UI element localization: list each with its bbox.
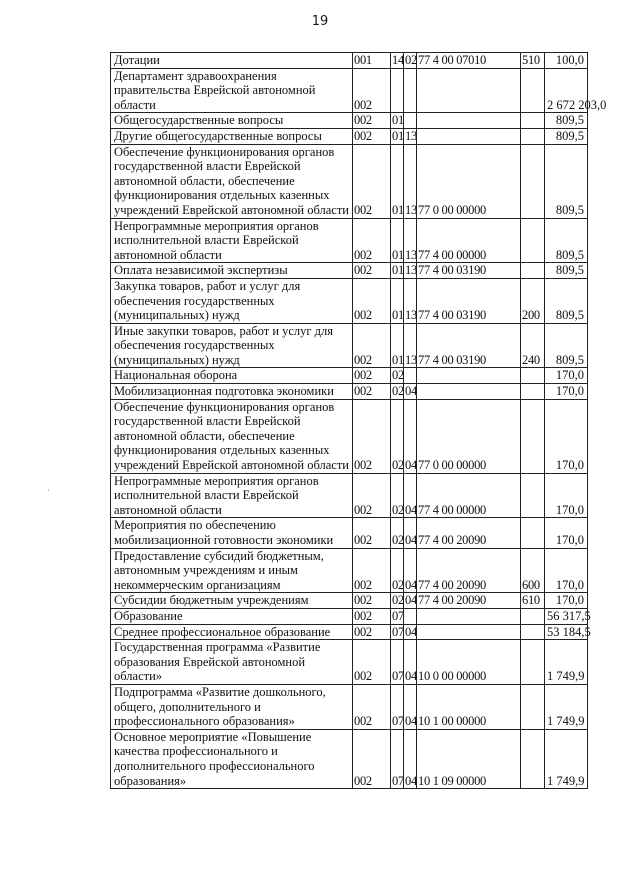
row-code-section: 02 xyxy=(392,593,404,608)
row-name: Обеспечение функционирования органов государственной власти Еврейской автономной области, обеспечение функционирования отдельных казенных учреждений Еврейской автономной области xyxy=(111,399,353,473)
row-amount: 170,0 xyxy=(545,518,588,548)
row-expense-type xyxy=(521,113,545,129)
row-code-main: 002 xyxy=(353,368,391,384)
row-expense-type xyxy=(521,684,545,729)
table-row xyxy=(111,684,588,729)
row-code-main: 002 xyxy=(353,548,391,593)
row-code-section: 01 xyxy=(391,218,404,263)
row-code-subsection: 13 xyxy=(405,263,417,278)
row-amount: 170,0 xyxy=(545,399,588,473)
row-amount: 809,5 xyxy=(545,323,588,368)
row-target-code: 77 4 00 03190 xyxy=(417,278,521,323)
row-code-subsection: 04 xyxy=(405,624,417,639)
row-amount: 809,5 xyxy=(545,263,588,279)
table-row xyxy=(111,729,588,788)
row-amount: 809,5 xyxy=(545,128,588,144)
row-name: Национальная оборона xyxy=(111,368,353,384)
row-code-main: 002 xyxy=(353,384,391,400)
row-expense-type: 610 xyxy=(521,593,545,609)
row-expense-type xyxy=(521,144,545,218)
table-row xyxy=(111,263,588,279)
row-code-section: 07 xyxy=(392,624,404,639)
row-code-subsection: 02 xyxy=(405,53,417,67)
row-name: Дотации xyxy=(111,53,353,69)
row-code-main: 002 xyxy=(353,68,391,113)
row-code-main: 002 xyxy=(353,593,391,609)
row-target-code xyxy=(417,608,521,624)
row-target-code: 77 4 00 20090 xyxy=(417,548,521,593)
row-expense-type xyxy=(521,384,545,400)
row-name: Обеспечение функционирования органов государственной власти Еврейской автономной области, обеспечение функционирования отдельных казенных учреждений Еврейской автономной области xyxy=(111,144,353,218)
row-target-code xyxy=(417,113,521,129)
row-code-subsection xyxy=(404,113,417,129)
row-code-subsection: 13 xyxy=(404,218,417,263)
row-target-code: 77 4 00 07010 xyxy=(417,53,521,69)
row-code-subsection: 13 xyxy=(404,144,417,218)
row-name: Общегосударственные вопросы xyxy=(111,113,353,129)
row-code-subsection: 13 xyxy=(404,323,417,368)
row-code-subsection xyxy=(404,68,417,113)
row-expense-type xyxy=(521,473,545,518)
row-amount: 170,0 xyxy=(545,368,588,384)
row-target-code xyxy=(417,624,521,640)
row-name: Непрограммные мероприятия органов исполнительной власти Еврейской автономной области xyxy=(111,218,353,263)
row-code-subsection: 04 xyxy=(404,684,417,729)
row-expense-type xyxy=(521,624,545,640)
row-expense-type xyxy=(521,218,545,263)
row-expense-type xyxy=(521,368,545,384)
table-row xyxy=(111,53,588,69)
row-target-code xyxy=(417,68,521,113)
row-amount: 809,5 xyxy=(545,113,588,129)
row-expense-type xyxy=(521,68,545,113)
row-code-subsection: 13 xyxy=(405,128,417,143)
row-code-main: 002 xyxy=(353,278,391,323)
row-code-section: 02 xyxy=(392,384,404,399)
table-row xyxy=(111,278,588,323)
row-expense-type xyxy=(521,608,545,624)
row-name: Субсидии бюджетным учреждениям xyxy=(111,593,353,609)
row-code-main: 002 xyxy=(353,128,391,144)
row-name: Непрограммные мероприятия органов исполнительной власти Еврейской автономной области xyxy=(111,473,353,518)
row-code-section: 14 xyxy=(392,53,404,67)
table-row xyxy=(111,368,588,384)
row-code-subsection: 04 xyxy=(404,473,417,518)
row-name: Образование xyxy=(111,608,353,624)
row-code-section: 02 xyxy=(391,473,404,518)
row-code-section: 02 xyxy=(391,548,404,593)
row-code-subsection: 13 xyxy=(404,278,417,323)
row-target-code: 77 4 00 03190 xyxy=(417,323,521,368)
row-code-subsection xyxy=(404,608,417,624)
row-code-section: 07 xyxy=(391,640,404,685)
row-target-code: 77 0 00 00000 xyxy=(417,144,521,218)
row-name: Основное мероприятие «Повышение качества профессионального и дополнительного профессионального образования» xyxy=(111,729,353,788)
row-name: Закупка товаров, работ и услуг для обеспечения государственных (муниципальных) нужд xyxy=(111,278,353,323)
row-expense-type xyxy=(521,399,545,473)
row-amount: 56 317,5 xyxy=(545,608,588,624)
row-code-main: 002 xyxy=(353,640,391,685)
table-row xyxy=(111,113,588,129)
row-code-section xyxy=(391,68,404,113)
row-target-code: 77 0 00 00000 xyxy=(417,399,521,473)
row-code-subsection: 04 xyxy=(405,593,417,608)
row-name: Государственная программа «Развитие образования Еврейской автономной области» xyxy=(111,640,353,685)
row-code-main: 002 xyxy=(353,323,391,368)
table-row xyxy=(111,608,588,624)
table-row xyxy=(111,128,588,144)
row-amount: 170,0 xyxy=(545,384,588,400)
row-code-main: 002 xyxy=(353,473,391,518)
row-code-section: 01 xyxy=(391,278,404,323)
row-code-main: 002 xyxy=(353,624,391,640)
row-amount: 53 184,5 xyxy=(545,624,588,640)
row-expense-type xyxy=(521,640,545,685)
row-target-code: 77 4 00 00000 xyxy=(417,473,521,518)
table-row xyxy=(111,473,588,518)
page-number: 19 xyxy=(311,14,329,29)
row-name: Оплата независимой экспертизы xyxy=(111,263,353,279)
row-target-code xyxy=(417,368,521,384)
row-expense-type: 200 xyxy=(521,278,545,323)
row-amount: 809,5 xyxy=(545,144,588,218)
row-code-section: 02 xyxy=(391,399,404,473)
row-expense-type: 600 xyxy=(521,548,545,593)
table-row xyxy=(111,548,588,593)
row-code-section: 07 xyxy=(392,608,404,623)
row-target-code: 77 4 00 00000 xyxy=(417,218,521,263)
row-amount: 100,0 xyxy=(545,53,588,69)
row-amount: 1 749,9 xyxy=(545,640,588,685)
row-name: Подпрограмма «Развитие дошкольного, общего, дополнительного и профессионального образования» xyxy=(111,684,353,729)
row-amount: 170,0 xyxy=(545,548,588,593)
table-row xyxy=(111,144,588,218)
row-code-main: 002 xyxy=(353,684,391,729)
table-row xyxy=(111,624,588,640)
row-code-section: 02 xyxy=(392,368,404,383)
row-code-subsection xyxy=(404,368,417,384)
row-code-main: 002 xyxy=(353,399,391,473)
row-code-main: 002 xyxy=(353,518,391,548)
row-code-section: 01 xyxy=(392,113,404,128)
row-target-code xyxy=(417,128,521,144)
row-code-section: 01 xyxy=(391,323,404,368)
row-expense-type xyxy=(521,263,545,279)
table-row xyxy=(111,399,588,473)
row-name: Среднее профессиональное образование xyxy=(111,624,353,640)
row-target-code: 10 1 09 00000 xyxy=(417,729,521,788)
row-code-main: 002 xyxy=(353,113,391,129)
row-code-subsection: 04 xyxy=(404,518,417,548)
row-expense-type: 240 xyxy=(521,323,545,368)
row-code-section: 07 xyxy=(391,684,404,729)
row-expense-type xyxy=(521,729,545,788)
row-code-main: 002 xyxy=(353,144,391,218)
row-code-main: 002 xyxy=(353,263,391,279)
row-target-code: 77 4 00 20090 xyxy=(417,593,521,609)
row-amount: 809,5 xyxy=(545,278,588,323)
scan-mark: · xyxy=(47,486,50,496)
row-target-code: 10 1 00 00000 xyxy=(417,684,521,729)
row-expense-type: 510 xyxy=(521,53,545,69)
row-code-subsection: 04 xyxy=(404,640,417,685)
row-target-code xyxy=(417,384,521,400)
row-name: Мобилизационная подготовка экономики xyxy=(111,384,353,400)
row-name: Предоставление субсидий бюджетным, автономным учреждениям и иным некоммерческим организациям xyxy=(111,548,353,593)
row-code-main: 001 xyxy=(353,53,391,69)
table-row xyxy=(111,68,588,113)
row-code-main: 002 xyxy=(353,729,391,788)
row-amount: 1 749,9 xyxy=(545,729,588,788)
row-code-section: 01 xyxy=(392,128,404,143)
row-amount: 170,0 xyxy=(545,593,588,609)
row-expense-type xyxy=(521,128,545,144)
row-code-main: 002 xyxy=(353,218,391,263)
row-code-subsection: 04 xyxy=(404,548,417,593)
budget-table xyxy=(110,52,607,789)
row-code-section: 02 xyxy=(391,518,404,548)
row-code-subsection: 04 xyxy=(404,399,417,473)
row-amount: 170,0 xyxy=(545,473,588,518)
row-target-code: 10 0 00 00000 xyxy=(417,640,521,685)
row-code-subsection: 04 xyxy=(404,729,417,788)
row-target-code: 77 4 00 20090 xyxy=(417,518,521,548)
table-row xyxy=(111,593,588,609)
row-amount: 1 749,9 xyxy=(545,684,588,729)
table-row xyxy=(111,640,588,685)
row-amount: 809,5 xyxy=(545,218,588,263)
row-name: Департамент здравоохранения правительства Еврейской автономной области xyxy=(111,68,353,113)
table-row xyxy=(111,323,588,368)
row-code-section: 01 xyxy=(391,144,404,218)
row-amount: 2 672 203,0 xyxy=(545,68,588,113)
row-code-main: 002 xyxy=(353,608,391,624)
table-row xyxy=(111,518,588,548)
row-code-section: 01 xyxy=(392,263,404,278)
budget-table-body xyxy=(111,53,607,789)
row-expense-type xyxy=(521,518,545,548)
row-name: Другие общегосударственные вопросы xyxy=(111,128,353,144)
row-name: Иные закупки товаров, работ и услуг для обеспечения государственных (муниципальных) нужд xyxy=(111,323,353,368)
row-code-section: 07 xyxy=(391,729,404,788)
table-row xyxy=(111,218,588,263)
table-row xyxy=(111,384,588,400)
row-name: Мероприятия по обеспечению мобилизационной готовности экономики xyxy=(111,518,353,548)
row-code-subsection: 04 xyxy=(405,384,417,399)
row-target-code: 77 4 00 03190 xyxy=(417,263,521,279)
